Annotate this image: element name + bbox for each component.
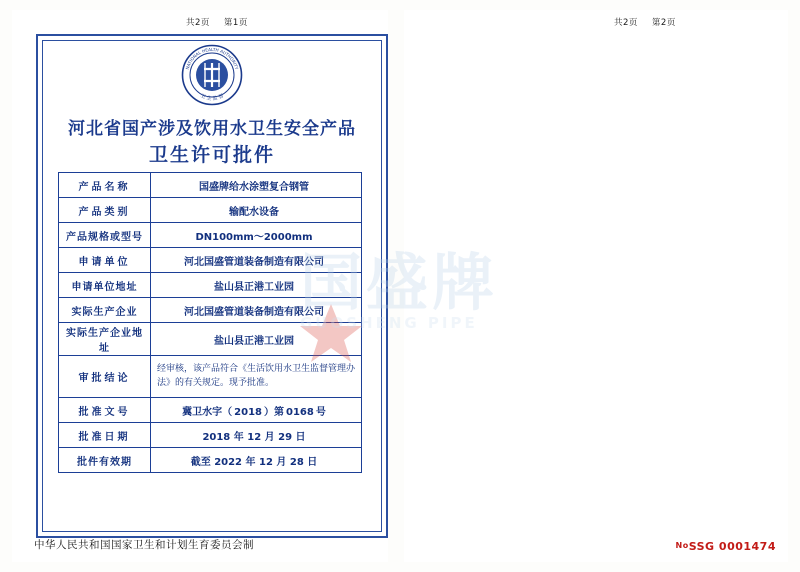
row-label: 申请单位: [59, 248, 151, 273]
row-value: 河北国盛管道装备制造有限公司: [151, 248, 362, 273]
page-current-left: 第1页: [223, 18, 248, 28]
validity-ychar: 年: [245, 456, 256, 468]
corner-accent-icon: [36, 34, 45, 43]
validity-month: 12: [259, 456, 273, 468]
approval-end: 号: [315, 406, 326, 418]
page-indicator-right: [614, 16, 676, 28]
corner-accent-icon: [379, 34, 388, 43]
page-indicator-left: [186, 16, 248, 28]
table-row: [59, 356, 362, 398]
watermark-chinese: 国盛牌: [300, 246, 499, 319]
footer-issuer-text: 中华人民共和国国家卫生和计划生育委员会制: [34, 539, 254, 551]
conclusion-text: 经审核，该产品符合《生活饮用水卫生监督管理办法》的有关规定。现予批准。: [151, 356, 362, 398]
row-value: 国盛牌给水涂塑复合钢管: [151, 173, 362, 198]
page-total-right: 共2页: [614, 18, 638, 28]
certificate-title-line2: 卫生许可批件: [148, 144, 275, 166]
approval-date: [151, 423, 362, 448]
serial-value: SSG 0001474: [688, 540, 776, 553]
table-row: [59, 298, 362, 323]
certificate-info-table: [58, 172, 362, 473]
page-total-left: 共2页: [186, 18, 210, 28]
table-row: [59, 323, 362, 356]
row-label: 产品名称: [59, 173, 151, 198]
row-label: 产品规格或型号: [59, 223, 151, 248]
row-label: 实际生产企业: [59, 298, 151, 323]
certificate-page-2: [404, 10, 788, 562]
validity-mchar: 月: [276, 456, 287, 468]
row-label: 申请单位地址: [59, 273, 151, 298]
row-value: DN100mm～2000mm: [151, 223, 362, 248]
national-health-emblem-icon: [181, 44, 243, 106]
table-row: [59, 273, 362, 298]
corner-accent-icon: [379, 529, 388, 538]
table-row: [59, 198, 362, 223]
row-label: 批件有效期: [59, 448, 151, 473]
row-value: 盐山县正港工业园: [151, 323, 362, 356]
row-value: 输配水设备: [151, 198, 362, 223]
row-label: 批准文号: [59, 398, 151, 423]
validity-date: [151, 448, 362, 473]
table-row: [59, 398, 362, 423]
row-label: 审批结论: [59, 356, 151, 398]
approval-number: [151, 398, 362, 423]
certificate-page-1: [12, 10, 388, 562]
approval-mid: ）第: [264, 406, 284, 418]
validity-dchar: 日: [307, 456, 318, 468]
validity-day: 28: [289, 456, 304, 468]
approval-date-dchar: 日: [295, 431, 306, 443]
approval-date-year: 2018: [202, 431, 231, 443]
certificate-title-line1: 河北省国产涉及饮用水卫生安全产品: [68, 119, 356, 139]
certificate-serial-number: [676, 540, 777, 553]
row-value: 盐山县正港工业园: [151, 273, 362, 298]
svg-text:NATIONAL HEALTH AUTHORITY: NATIONAL HEALTH AUTHORITY: [184, 46, 240, 71]
approval-date-month: 12: [247, 431, 262, 443]
approval-prov: 冀卫水字（: [182, 406, 233, 418]
table-row: [59, 423, 362, 448]
row-label: 批准日期: [59, 423, 151, 448]
approval-num: 0168: [286, 406, 314, 418]
table-row: [59, 448, 362, 473]
table-row: [59, 248, 362, 273]
validity-year: 2022: [214, 456, 243, 468]
approval-date-mchar: 月: [264, 431, 275, 443]
svg-text:卫 生 监 督: 卫 生 监 督: [199, 93, 225, 103]
row-value: 河北国盛管道装备制造有限公司: [151, 298, 362, 323]
row-label: 产品类别: [59, 198, 151, 223]
watermark-english: GUOSHENG PIPE: [300, 314, 478, 332]
approval-year: 2018: [234, 406, 262, 418]
approval-date-day: 29: [278, 431, 293, 443]
table-row: [59, 173, 362, 198]
row-label: 实际生产企业地址: [59, 323, 151, 356]
table-row: [59, 223, 362, 248]
approval-date-ychar: 年: [233, 431, 244, 443]
page-current-right: 第2页: [651, 18, 676, 28]
validity-prefix: 截至: [190, 456, 211, 468]
serial-prefix: No: [675, 541, 689, 550]
certificate-frame-left: [36, 34, 388, 538]
